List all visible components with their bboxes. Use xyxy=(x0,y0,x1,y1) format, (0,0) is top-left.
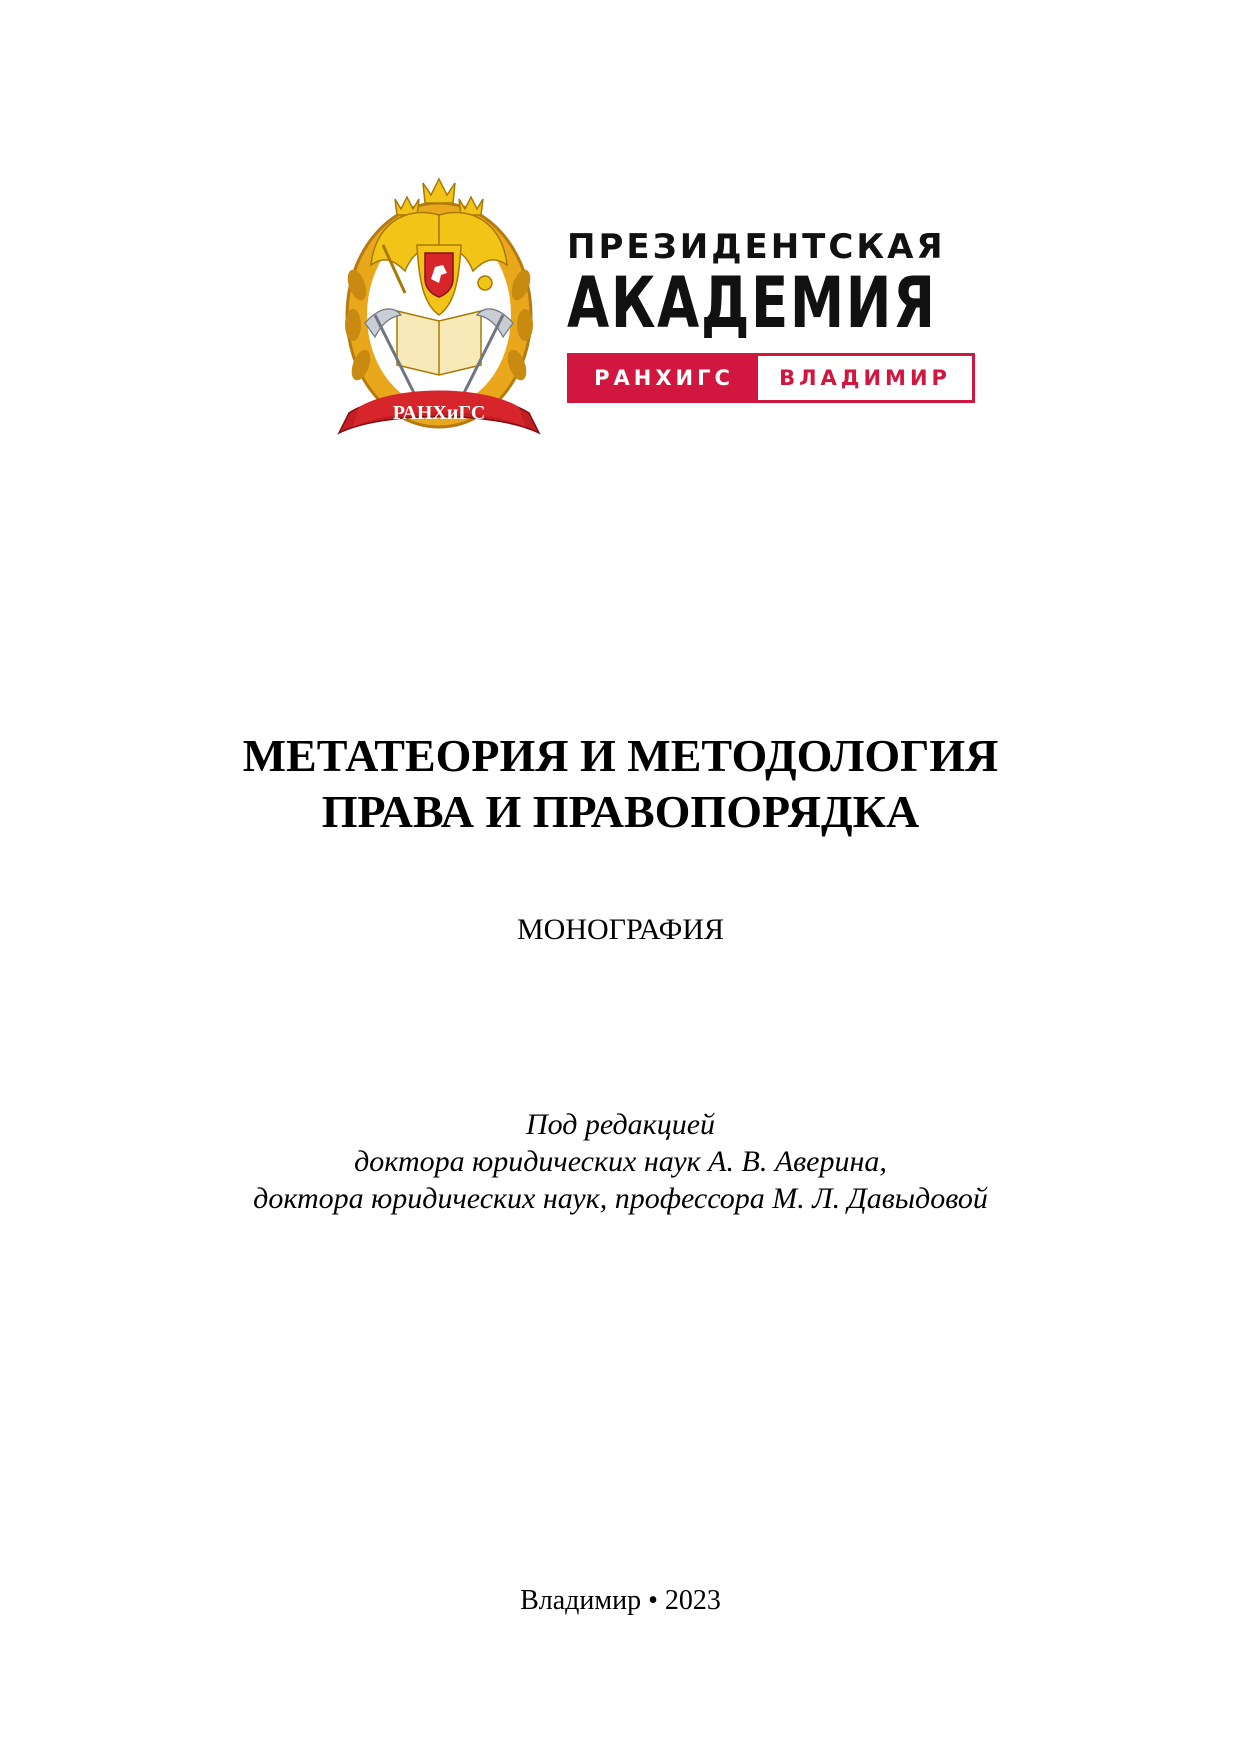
book-genre: МОНОГРАФИЯ xyxy=(516,913,724,946)
academy-wordmark xyxy=(567,227,987,403)
wordmark-badge xyxy=(567,353,975,403)
imprint-city-year: Владимир • 2023 xyxy=(520,1585,721,1616)
editors-line3: доктора юридических наук, профессора М. Л. Давыдовой xyxy=(253,1182,988,1215)
editors-line1: Под редакцией xyxy=(525,1108,716,1141)
title-line1: МЕТАТЕОРИЯ И МЕТОДОЛОГИЯ xyxy=(242,730,999,781)
emblem-banner-text: РАНХиГС xyxy=(392,402,486,424)
editors-line2: доктора юридических наук А. В. Аверина, xyxy=(354,1145,887,1178)
editors-block xyxy=(0,1106,1241,1217)
academy-logo xyxy=(335,175,985,465)
book-title xyxy=(0,728,1241,840)
badge-city: ВЛАДИМИР xyxy=(779,366,951,390)
wordmark-line2: АКАДЕМИЯ xyxy=(567,262,937,344)
title-line2: ПРАВА И ПРАВОПОРЯДКА xyxy=(321,786,920,837)
badge-ranepa: РАНХИГС xyxy=(570,356,758,400)
wordmark-line1: ПРЕЗИДЕНТСКАЯ xyxy=(567,227,946,267)
academy-emblem-icon xyxy=(335,175,543,465)
